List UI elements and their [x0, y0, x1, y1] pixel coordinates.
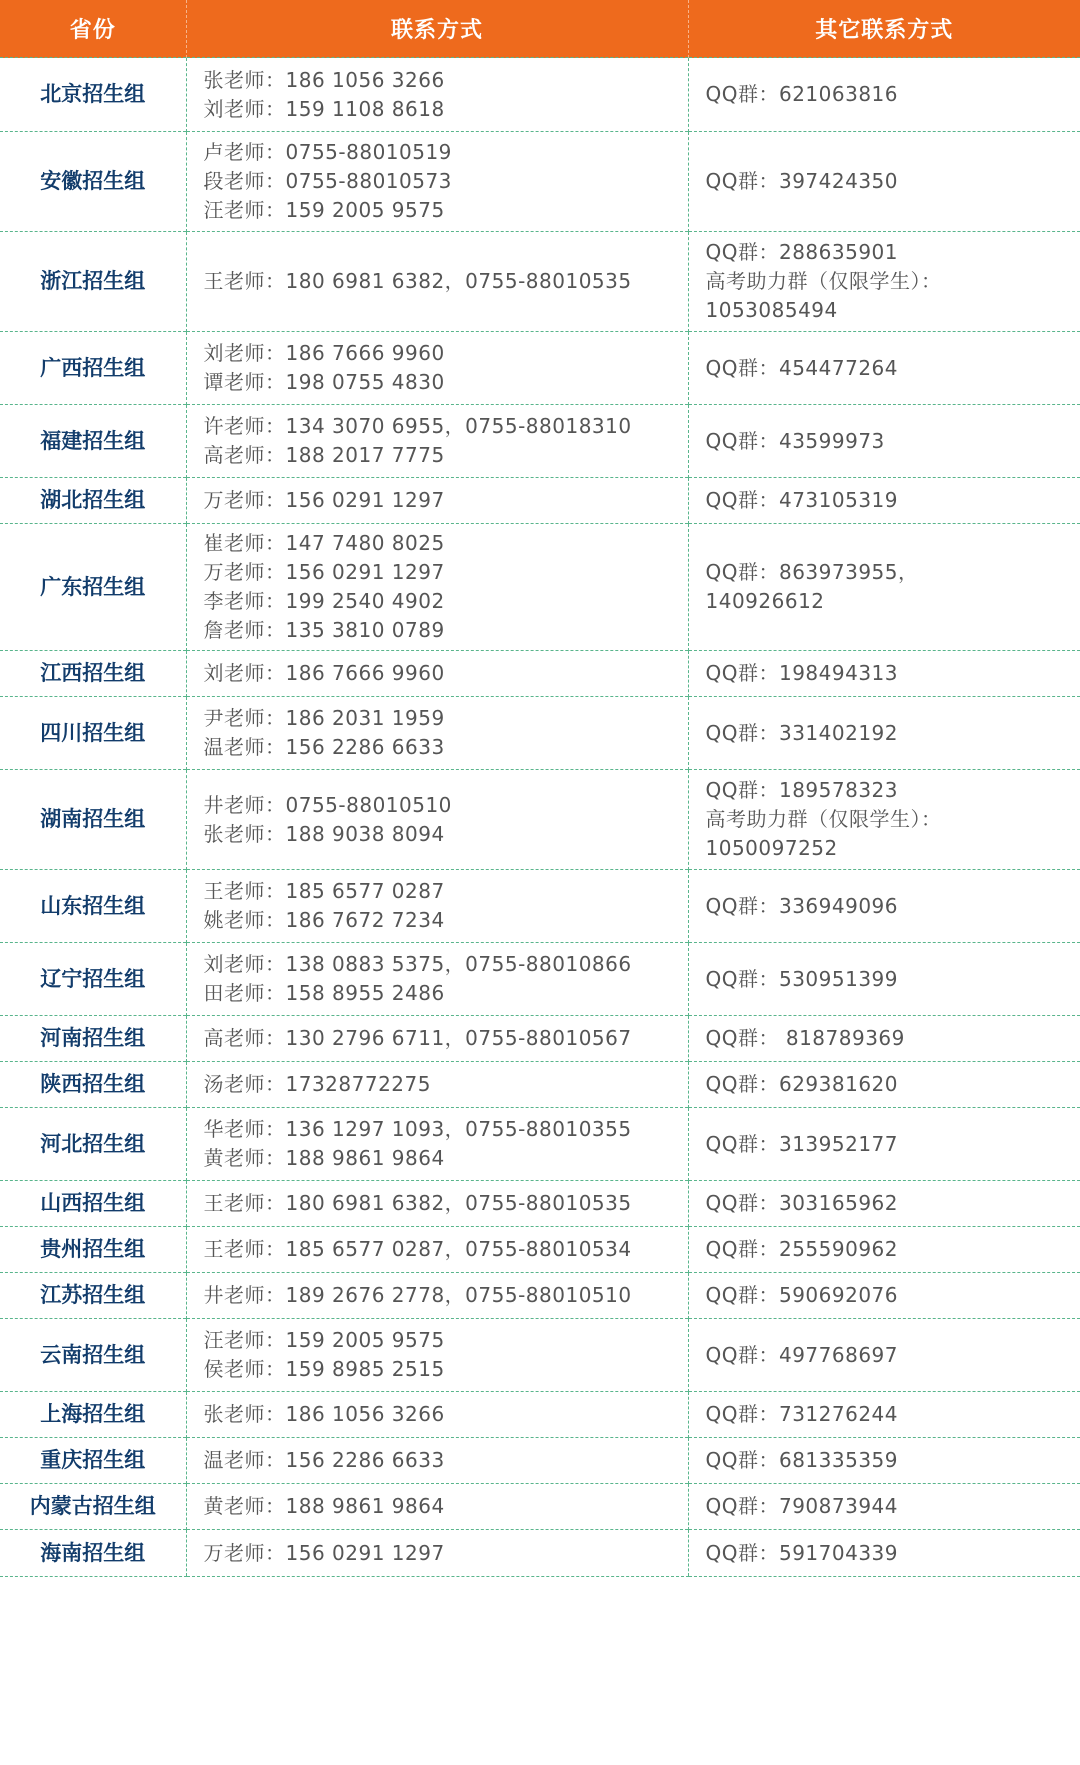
province-name: 广西招生组: [0, 332, 186, 405]
table-row: [0, 1062, 1080, 1108]
other-contacts: [688, 1062, 1080, 1108]
other-contacts: [688, 332, 1080, 405]
phone-contacts: [186, 58, 688, 132]
teacher-phone: 井老师：189 2676 2778，0755-88010510: [203, 1283, 632, 1307]
qq-group: 1050097252: [705, 836, 838, 860]
phone-contacts: [186, 132, 688, 232]
qq-group: QQ群：790873944: [705, 1494, 899, 1518]
other-contacts: [688, 1273, 1080, 1319]
other-contacts: [688, 697, 1080, 770]
table-row: [0, 1108, 1080, 1181]
teacher-phone: 黄老师：188 9861 9864: [203, 1494, 445, 1518]
teacher-phone: 许老师：134 3070 6955，0755-88018310: [203, 414, 632, 438]
table-row: [0, 870, 1080, 943]
teacher-phone: 张老师：186 1056 3266: [203, 1402, 445, 1426]
table-row: [0, 1530, 1080, 1577]
teacher-phone: 刘老师：186 7666 9960: [203, 341, 445, 365]
table-header: [0, 0, 1080, 58]
province-name: 贵州招生组: [0, 1227, 186, 1273]
teacher-phone: 温老师：156 2286 6633: [203, 735, 445, 759]
qq-group: QQ群：331402192: [705, 720, 899, 745]
phone-contacts: [186, 1016, 688, 1062]
qq-group: QQ群：731276244: [705, 1402, 899, 1426]
table-row: [0, 1319, 1080, 1392]
qq-group: QQ群：189578323: [705, 778, 899, 802]
table-body: [0, 58, 1080, 1577]
phone-contacts: [186, 1273, 688, 1319]
table-row: [0, 478, 1080, 524]
other-contacts: [688, 1438, 1080, 1484]
teacher-phone: 高老师：130 2796 6711，0755-88010567: [203, 1026, 632, 1050]
table-row: [0, 1484, 1080, 1530]
qq-group: QQ群：681335359: [705, 1448, 899, 1472]
qq-group: QQ群：198494313: [705, 661, 899, 685]
qq-group: QQ群：621063816: [705, 82, 899, 106]
teacher-phone: 王老师：185 6577 0287，0755-88010534: [203, 1237, 632, 1261]
table-row: [0, 1016, 1080, 1062]
other-contacts: [688, 1016, 1080, 1062]
table-row: [0, 58, 1080, 132]
other-contacts: [688, 1392, 1080, 1438]
table-row: [0, 405, 1080, 478]
table-row: [0, 1181, 1080, 1227]
qq-group: QQ群：591704339: [705, 1540, 899, 1565]
phone-contacts: [186, 1392, 688, 1438]
qq-group: QQ群：255590962: [705, 1237, 899, 1261]
province-name: 浙江招生组: [0, 232, 186, 332]
qq-group: QQ群： 818789369: [705, 1026, 905, 1050]
teacher-phone: 段老师：0755-88010573: [203, 169, 452, 193]
teacher-phone: 华老师：136 1297 1093，0755-88010355: [203, 1117, 632, 1141]
table-row: [0, 1273, 1080, 1319]
table-row: [0, 1227, 1080, 1273]
province-name: 辽宁招生组: [0, 943, 186, 1016]
other-contacts: [688, 58, 1080, 132]
header-other: 其它联系方式: [688, 0, 1080, 58]
province-name: 四川招生组: [0, 697, 186, 770]
qq-group: QQ群：288635901: [705, 240, 899, 264]
phone-contacts: [186, 1062, 688, 1108]
qq-group: 高考助力群（仅限学生）：: [705, 269, 942, 293]
teacher-phone: 汤老师：17328772275: [203, 1072, 431, 1096]
phone-contacts: [186, 405, 688, 478]
qq-group: QQ群：336949096: [705, 893, 899, 918]
qq-group: 140926612: [705, 589, 825, 613]
province-name: 上海招生组: [0, 1392, 186, 1438]
phone-contacts: [186, 478, 688, 524]
qq-group: QQ群：303165962: [705, 1191, 899, 1215]
other-contacts: [688, 1484, 1080, 1530]
teacher-phone: 谭老师：198 0755 4830: [203, 370, 445, 394]
table-row: [0, 232, 1080, 332]
province-name: 福建招生组: [0, 405, 186, 478]
province-name: 陕西招生组: [0, 1062, 186, 1108]
table-row: [0, 132, 1080, 232]
province-name: 河北招生组: [0, 1108, 186, 1181]
teacher-phone: 万老师：156 0291 1297: [203, 488, 445, 512]
phone-contacts: [186, 1319, 688, 1392]
province-name: 内蒙古招生组: [0, 1484, 186, 1530]
teacher-phone: 张老师：188 9038 8094: [203, 821, 445, 846]
other-contacts: [688, 524, 1080, 651]
province-name: 云南招生组: [0, 1319, 186, 1392]
phone-contacts: [186, 1530, 688, 1577]
teacher-phone: 尹老师：186 2031 1959: [203, 706, 445, 730]
province-name: 安徽招生组: [0, 132, 186, 232]
header-province: 省份: [0, 0, 186, 58]
teacher-phone: 詹老师：135 3810 0789: [203, 618, 445, 642]
other-contacts: [688, 651, 1080, 697]
phone-contacts: [186, 1181, 688, 1227]
phone-contacts: [186, 524, 688, 651]
teacher-phone: 汪老师：159 2005 9575: [203, 198, 445, 222]
table-row: [0, 697, 1080, 770]
qq-group: QQ群：530951399: [705, 966, 899, 991]
table-row: [0, 1392, 1080, 1438]
other-contacts: [688, 478, 1080, 524]
qq-group: QQ群：454477264: [705, 355, 899, 380]
qq-group: QQ群：497768697: [705, 1342, 899, 1367]
phone-contacts: [186, 1438, 688, 1484]
province-name: 山西招生组: [0, 1181, 186, 1227]
teacher-phone: 姚老师：186 7672 7234: [203, 908, 445, 932]
teacher-phone: 田老师：158 8955 2486: [203, 981, 445, 1005]
phone-contacts: [186, 1484, 688, 1530]
teacher-phone: 王老师：180 6981 6382，0755-88010535: [203, 269, 632, 293]
teacher-phone: 王老师：180 6981 6382，0755-88010535: [203, 1191, 632, 1215]
other-contacts: [688, 232, 1080, 332]
table-row: [0, 524, 1080, 651]
other-contacts: [688, 1227, 1080, 1273]
teacher-phone: 高老师：188 2017 7775: [203, 443, 445, 467]
teacher-phone: 卢老师：0755-88010519: [203, 140, 452, 164]
other-contacts: [688, 405, 1080, 478]
teacher-phone: 万老师：156 0291 1297: [203, 1540, 445, 1565]
qq-group: QQ群：397424350: [705, 169, 899, 193]
teacher-phone: 汪老师：159 2005 9575: [203, 1328, 445, 1352]
teacher-phone: 刘老师：159 1108 8618: [203, 96, 445, 121]
table-row: [0, 1438, 1080, 1484]
teacher-phone: 李老师：199 2540 4902: [203, 589, 445, 613]
header-contact: 联系方式: [186, 0, 688, 58]
table-row: [0, 651, 1080, 697]
teacher-phone: 王老师：185 6577 0287: [203, 879, 445, 903]
province-name: 湖南招生组: [0, 770, 186, 870]
qq-group: QQ群：473105319: [705, 488, 899, 512]
province-name: 广东招生组: [0, 524, 186, 651]
teacher-phone: 井老师：0755-88010510: [203, 792, 452, 817]
province-name: 江西招生组: [0, 651, 186, 697]
province-name: 重庆招生组: [0, 1438, 186, 1484]
teacher-phone: 侯老师：159 8985 2515: [203, 1357, 445, 1381]
qq-group: QQ群：629381620: [705, 1072, 899, 1096]
qq-group: 1053085494: [705, 298, 838, 322]
province-name: 江苏招生组: [0, 1273, 186, 1319]
province-name: 海南招生组: [0, 1530, 186, 1577]
other-contacts: [688, 770, 1080, 870]
phone-contacts: [186, 651, 688, 697]
phone-contacts: [186, 1108, 688, 1181]
phone-contacts: [186, 870, 688, 943]
table-row: [0, 943, 1080, 1016]
qq-group: QQ群：590692076: [705, 1283, 899, 1307]
other-contacts: [688, 1530, 1080, 1577]
qq-group: 高考助力群（仅限学生）：: [705, 807, 942, 831]
phone-contacts: [186, 770, 688, 870]
qq-group: QQ群：313952177: [705, 1131, 899, 1156]
other-contacts: [688, 870, 1080, 943]
table-row: [0, 770, 1080, 870]
other-contacts: [688, 132, 1080, 232]
teacher-phone: 黄老师：188 9861 9864: [203, 1146, 445, 1170]
province-name: 山东招生组: [0, 870, 186, 943]
phone-contacts: [186, 943, 688, 1016]
other-contacts: [688, 1319, 1080, 1392]
teacher-phone: 崔老师：147 7480 8025: [203, 531, 445, 555]
table-row: [0, 332, 1080, 405]
phone-contacts: [186, 332, 688, 405]
other-contacts: [688, 1181, 1080, 1227]
qq-group: QQ群：863973955，: [705, 560, 919, 584]
province-name: 湖北招生组: [0, 478, 186, 524]
province-name: 北京招生组: [0, 58, 186, 132]
teacher-phone: 刘老师：138 0883 5375，0755-88010866: [203, 952, 632, 976]
qq-group: QQ群：43599973: [705, 428, 885, 453]
other-contacts: [688, 943, 1080, 1016]
teacher-phone: 刘老师：186 7666 9960: [203, 661, 445, 685]
phone-contacts: [186, 697, 688, 770]
teacher-phone: 万老师：156 0291 1297: [203, 560, 445, 584]
province-name: 河南招生组: [0, 1016, 186, 1062]
phone-contacts: [186, 1227, 688, 1273]
other-contacts: [688, 1108, 1080, 1181]
teacher-phone: 温老师：156 2286 6633: [203, 1448, 445, 1472]
phone-contacts: [186, 232, 688, 332]
teacher-phone: 张老师：186 1056 3266: [203, 67, 445, 92]
